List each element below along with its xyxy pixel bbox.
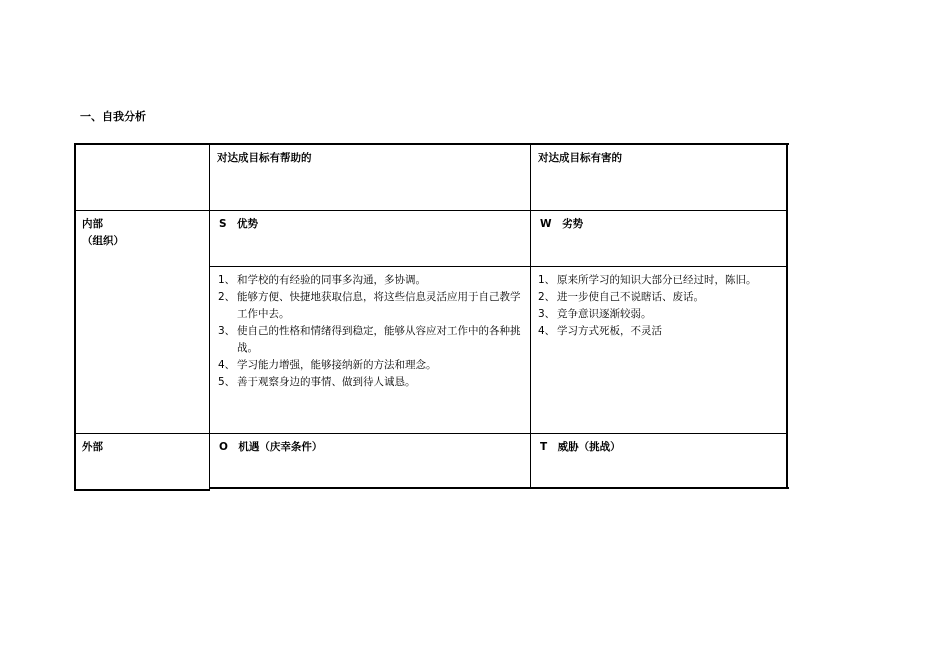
header-helpful: 对达成目标有帮助的	[217, 152, 312, 164]
list-item: 3、 竞争意识逐渐较弱。	[538, 308, 652, 320]
list-item: 1、 和学校的有经验的同事多沟通，多协调。	[218, 274, 426, 286]
list-item: 3、 使自己的性格和情绪得到稳定，能够从容应对工作中的各种挑战。	[218, 325, 521, 354]
header-harmful: 对达成目标有害的	[538, 152, 622, 164]
row-divider-2	[209, 266, 787, 267]
threats-title: T 威胁（挑战）	[540, 441, 621, 453]
strengths-title: S 优势	[219, 218, 259, 230]
list-item: 1、 原来所学习的知识大部分已经过时，陈旧。	[538, 274, 757, 286]
opportunities-title: O 机遇（庆幸条件）	[219, 441, 323, 453]
table-border-bottom-left	[74, 489, 210, 491]
list-item: 4、 学习方式死板，不灵活	[538, 325, 662, 337]
list-item: 4、 学习能力增强，能够接纳新的方法和理念。	[218, 359, 437, 371]
list-item: 5、 善于观察身边的事情、做到待人诚恳。	[218, 376, 416, 388]
row-divider-1	[74, 210, 787, 211]
strengths-list	[218, 272, 525, 391]
internal-label	[82, 216, 202, 250]
table-border-top	[74, 143, 789, 145]
weaknesses-title: W 劣势	[540, 218, 584, 230]
external-label: 外部	[82, 441, 103, 453]
list-item: 2、 能够方便、快捷地获取信息，将这些信息灵活应用于自己教学工作中去。	[218, 291, 521, 320]
col-divider-2	[530, 144, 531, 487]
col-divider-1	[209, 144, 210, 491]
section-heading: 一、自我分析	[80, 110, 146, 123]
row-divider-3	[74, 433, 787, 434]
list-item: 2、 进一步使自己不说瞎话、废话。	[538, 291, 704, 303]
table-border-bottom-right	[209, 487, 789, 489]
weaknesses-list	[538, 272, 783, 340]
internal-label-line1: 内部	[82, 218, 103, 230]
internal-label-line2: （组织）	[82, 235, 124, 247]
table-border-right	[786, 143, 788, 489]
table-border-left	[74, 143, 76, 491]
